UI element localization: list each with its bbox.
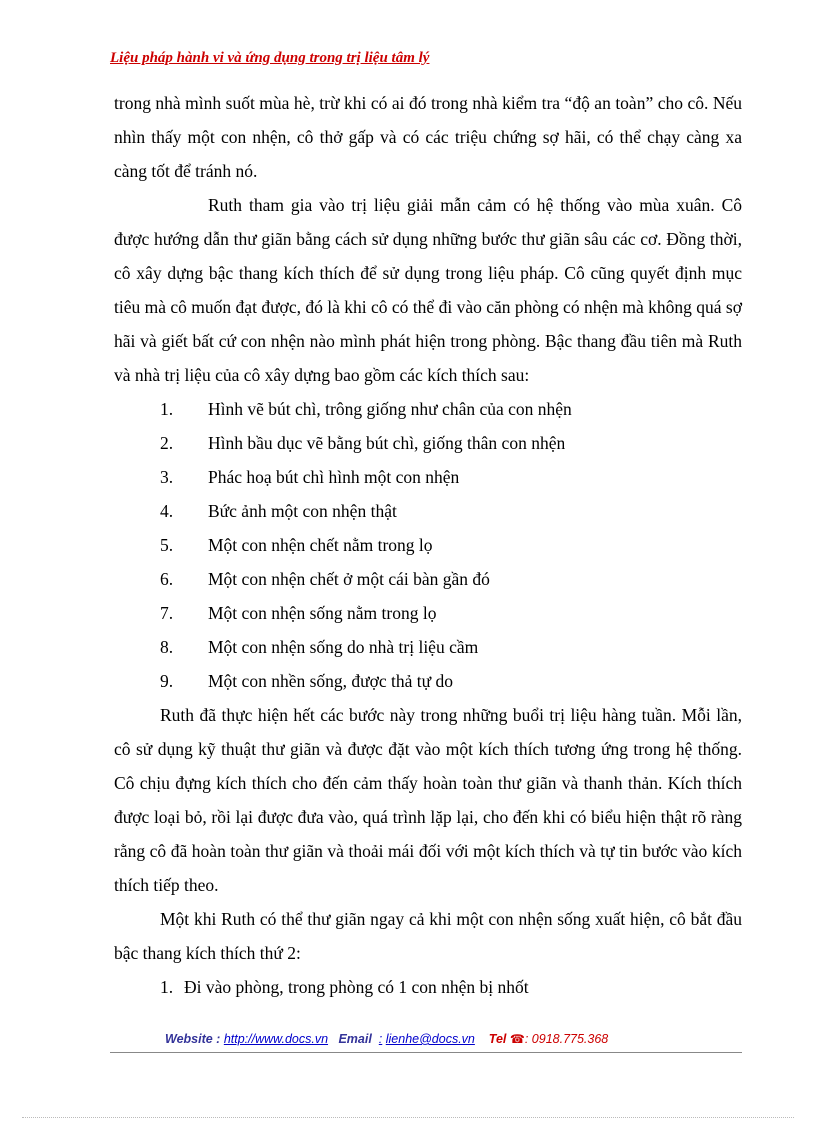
list-item-number: 3. <box>160 467 174 487</box>
stimulus-hierarchy-list-1 <box>114 392 742 698</box>
list-item-number: 9. <box>160 671 174 691</box>
paragraph-second-hierarchy: Một khi Ruth có thể thư giãn ngay cả khi một con nhện sống xuất hiện, cô bắt đầu bậc thang kích thích thứ 2: <box>114 909 742 963</box>
list-item-text: Đi vào phòng, trong phòng có 1 con nhện bị nhốt <box>184 977 529 997</box>
paragraph-progress: Ruth đã thực hiện hết các bước này trong những buổi trị liệu hàng tuần. Mỗi lần, cô sử dụng kỹ thuật thư giãn và được đặt vào một kích thích tương ứng trong hệ thống. Cô chịu đựng kích thích cho đến cảm thấy hoàn toàn thư giãn và thanh thản. Kích thích được loại bỏ, rồi lại được đưa vào, quá trình lặp lại, cho đến khi có biểu hiện thật rõ ràng rằng cô đã hoàn toàn thư giãn và thoải mái đối với một kích thích và tự tin bước vào kích thích tiếp theo. <box>114 705 742 895</box>
list-item-text: Một con nhền sống, được thả tự do <box>208 671 453 691</box>
website-label: Website : <box>165 1032 221 1046</box>
stimulus-hierarchy-list-2 <box>114 970 742 1004</box>
phone-number: : 0918.775.368 <box>524 1032 609 1046</box>
list-item <box>114 664 742 698</box>
list-item-number: 5. <box>160 535 174 555</box>
website-link[interactable]: http://www.docs.vn <box>223 1032 329 1046</box>
list-item-number: 4. <box>160 501 174 521</box>
tel-label: Tel <box>488 1032 507 1046</box>
list-item-number: 1. <box>160 977 174 997</box>
list-item <box>114 460 742 494</box>
footer-divider <box>110 1052 742 1053</box>
email-separator: : <box>378 1032 383 1046</box>
list-item <box>114 494 742 528</box>
document-header: Liệu pháp hành vi và ứng dụng trong trị liệu tâm lý <box>110 50 430 66</box>
email-label: Email <box>338 1032 372 1046</box>
list-item-number: 6. <box>160 569 174 589</box>
list-item <box>114 630 742 664</box>
paragraph-therapy-intro: Ruth tham gia vào trị liệu giải mẫn cảm có hệ thống vào mùa xuân. Cô được hướng dẫn thư giãn bằng cách sử dụng những bước thư giãn sâu các cơ. Đồng thời, cô xây dựng bậc thang kích thích để sử dụng trong liệu pháp. Cô cũng quyết định mục tiêu mà cô muốn đạt được, đó là khi cô có thể đi vào căn phòng có nhện mà không quá sợ hãi và giết bất cứ con nhện nào mình phát hiện trong phòng. Bậc thang đầu tiên mà Ruth và nhà trị liệu của cô xây dựng bao gồm các kích thích sau: <box>114 195 742 385</box>
list-item-text: Bức ảnh một con nhện thật <box>208 501 397 521</box>
list-item-number: 7. <box>160 603 174 623</box>
page-bottom-divider <box>22 1117 794 1118</box>
list-item-text: Một con nhện chết nằm trong lọ <box>208 535 433 555</box>
paragraph-continuation: trong nhà mình suốt mùa hè, trừ khi có ai đó trong nhà kiểm tra “độ an toàn” cho cô. Nếu nhìn thấy một con nhện, cô thở gấp và có các triệu chứng sợ hãi, có thể chạy càng xa càng tốt để tránh nó. <box>114 93 742 181</box>
list-item <box>114 970 742 1004</box>
list-item <box>114 426 742 460</box>
phone-icon: ☎ <box>509 1032 525 1046</box>
document-footer <box>165 1032 725 1046</box>
email-link[interactable]: lienhe@docs.vn <box>385 1032 475 1046</box>
list-item-text: Hình vẽ bút chì, trông giống như chân của con nhện <box>208 399 572 419</box>
list-item-text: Một con nhện sống do nhà trị liệu cầm <box>208 637 479 657</box>
list-item-number: 8. <box>160 637 174 657</box>
list-item-text: Một con nhện sống nằm trong lọ <box>208 603 437 623</box>
list-item-text: Phác hoạ bút chì hình một con nhện <box>208 467 460 487</box>
list-item-text: Một con nhện chết ở một cái bàn gần đó <box>208 569 490 589</box>
list-item-number: 2. <box>160 433 174 453</box>
list-item <box>114 596 742 630</box>
document-body <box>114 86 742 1004</box>
list-item <box>114 392 742 426</box>
list-item <box>114 528 742 562</box>
list-item <box>114 562 742 596</box>
list-item-number: 1. <box>160 399 174 419</box>
list-item-text: Hình bầu dục vẽ bằng bút chì, giống thân con nhện <box>208 433 566 453</box>
